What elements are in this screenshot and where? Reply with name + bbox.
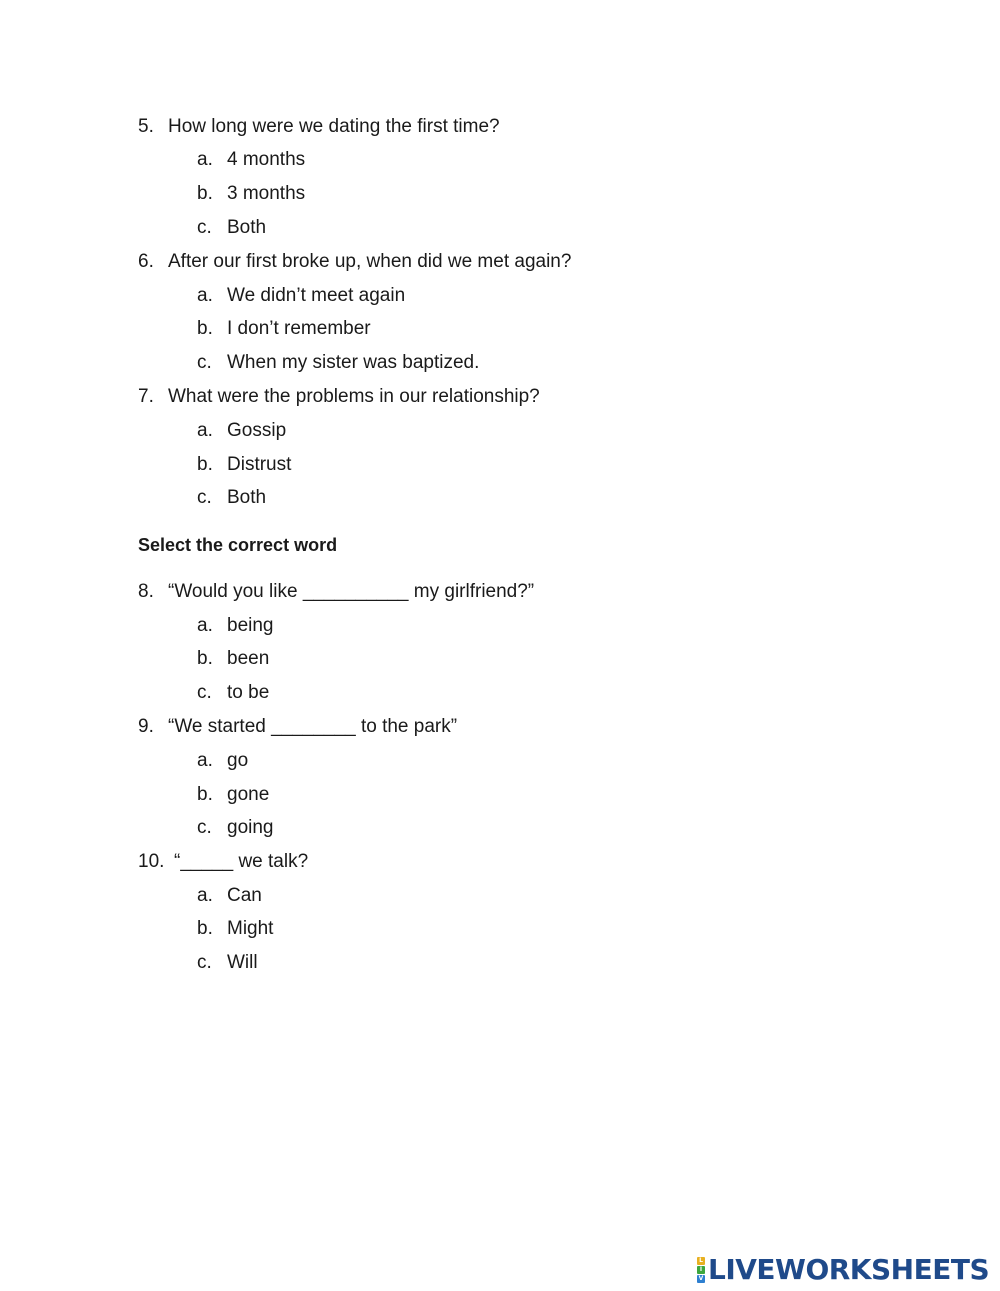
option-text: being <box>227 615 274 636</box>
option-letter: a. <box>197 285 213 306</box>
section-heading: Select the correct word <box>138 535 338 555</box>
option-text: been <box>227 648 270 669</box>
option-text: Can <box>227 885 262 906</box>
option-letter: a. <box>197 750 213 771</box>
option-letter: c. <box>197 682 212 703</box>
option-text: Both <box>227 487 267 508</box>
option-text: go <box>227 750 249 771</box>
option-text: going <box>227 817 274 838</box>
option-text: We didn’t meet again <box>227 285 406 306</box>
question-number: 6. <box>138 251 154 272</box>
question-number: 5. <box>138 116 154 137</box>
option-letter: b. <box>197 318 213 339</box>
question-text: What were the problems in our relationship? <box>168 386 540 407</box>
logo-block: V <box>698 1275 704 1282</box>
option-text: 4 months <box>227 149 306 170</box>
option-text: gone <box>227 784 270 805</box>
option-letter: b. <box>197 648 213 669</box>
option-letter: a. <box>197 420 213 441</box>
option-text: 3 months <box>227 183 306 204</box>
question-text: How long were we dating the first time? <box>168 116 500 137</box>
option-letter: c. <box>197 952 212 973</box>
question-text: “We started ________ to the park” <box>168 716 458 737</box>
option-text: Will <box>227 952 258 973</box>
option-text: Might <box>227 918 274 939</box>
option-letter: c. <box>197 487 212 508</box>
logo-block: I <box>697 1266 705 1274</box>
option-letter: b. <box>197 784 213 805</box>
option-letter: b. <box>197 454 213 475</box>
option-letter: c. <box>197 352 212 373</box>
option-letter: a. <box>197 149 213 170</box>
option-text: Gossip <box>227 420 287 441</box>
option-text: Both <box>227 217 267 238</box>
question-number: 10. <box>138 851 165 872</box>
question-text: “Would you like __________ my girlfriend?” <box>168 581 535 602</box>
question-number: 8. <box>138 581 154 602</box>
option-text: I don’t remember <box>227 318 371 339</box>
logo-text: LIVEWORKSHEETS <box>708 1253 990 1286</box>
question-number: 7. <box>138 386 154 407</box>
option-letter: a. <box>197 615 213 636</box>
option-letter: c. <box>197 817 212 838</box>
option-letter: b. <box>197 183 213 204</box>
option-text: to be <box>227 682 270 703</box>
logo-blocks-icon <box>697 1257 705 1283</box>
logo-block: L <box>697 1257 705 1265</box>
question-text: “_____ we talk? <box>174 851 309 872</box>
option-text: When my sister was baptized. <box>227 352 480 373</box>
liveworksheets-logo <box>697 1255 989 1285</box>
option-letter: a. <box>197 885 213 906</box>
option-letter: c. <box>197 217 212 238</box>
question-number: 9. <box>138 716 154 737</box>
option-letter: b. <box>197 918 213 939</box>
option-text: Distrust <box>227 454 292 475</box>
question-text: After our first broke up, when did we met again? <box>168 251 572 272</box>
